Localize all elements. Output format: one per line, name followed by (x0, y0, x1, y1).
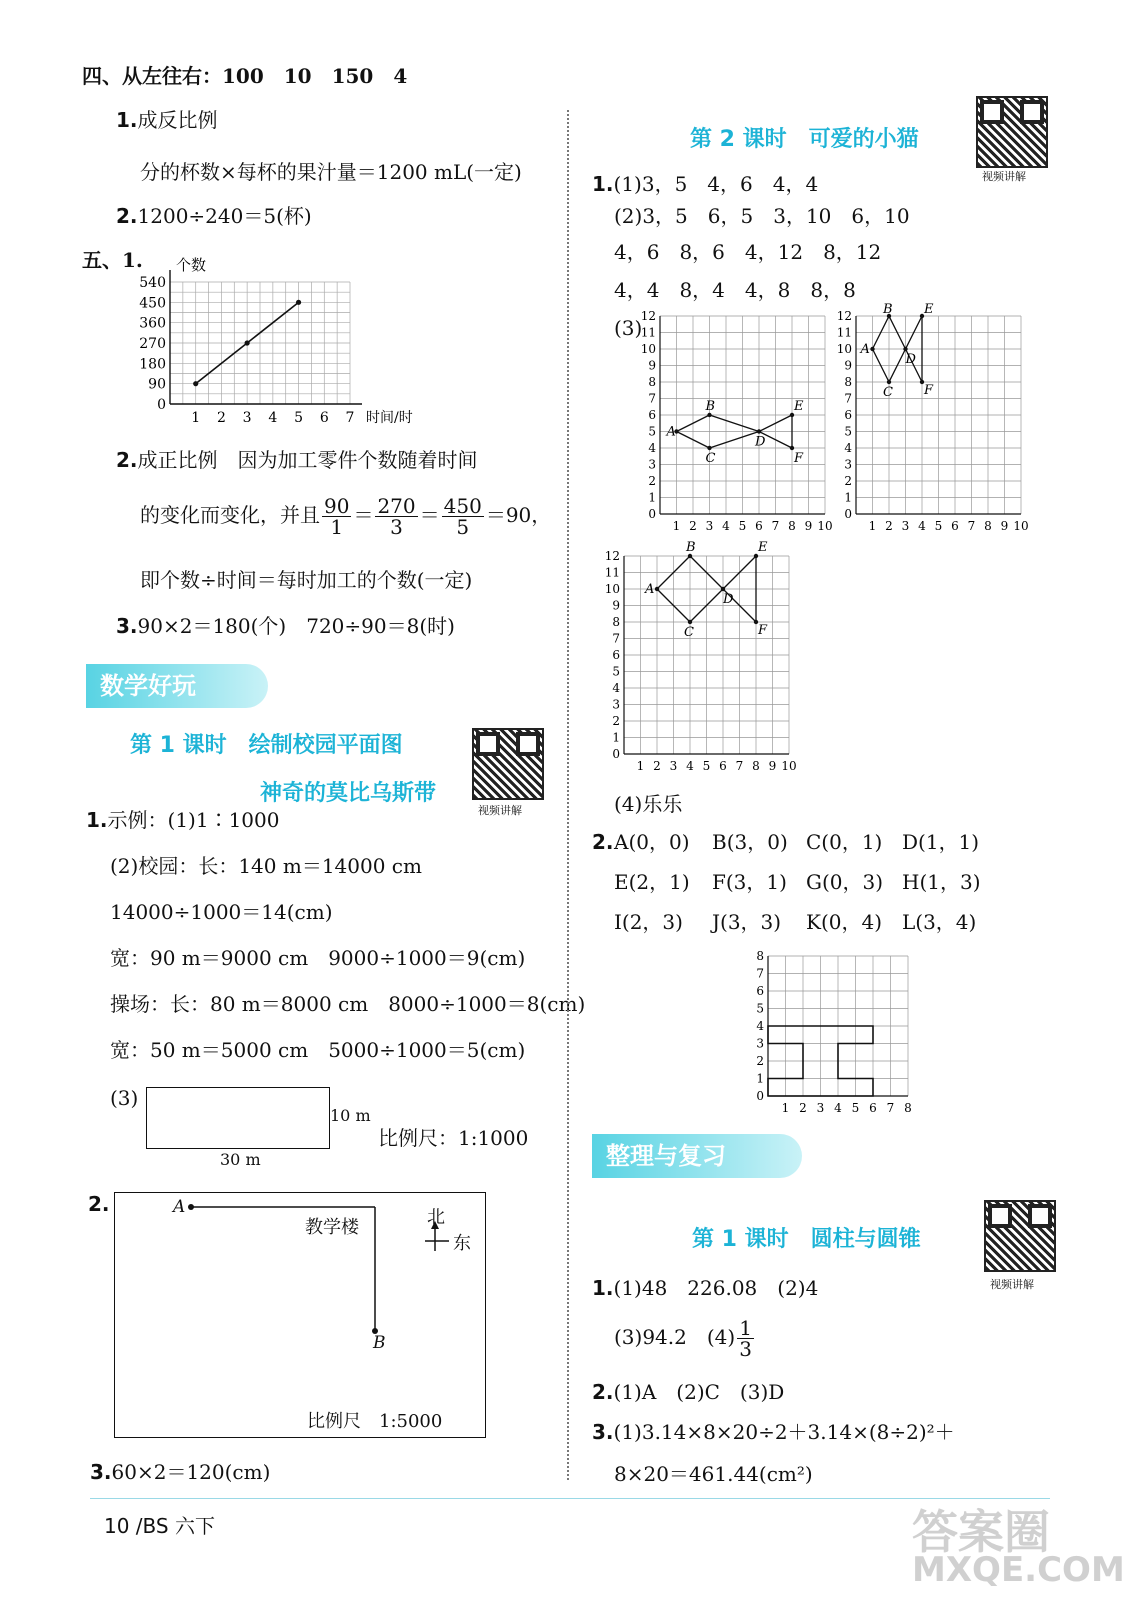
figure-segment (710, 415, 760, 432)
letter-grid (744, 944, 924, 1116)
coordinate-item: K(0，4) (806, 910, 882, 934)
y-tick-label: 7 (648, 391, 656, 406)
x-tick-label: 6 (755, 519, 763, 533)
point-label: B (686, 540, 696, 555)
y-tick-label: 4 (612, 681, 620, 695)
qr-label: 视频讲解 (990, 1278, 1034, 1291)
y-tick-label: 450 (139, 295, 166, 312)
scale-label-1: 比例尺：1:1000 (378, 1126, 529, 1150)
y-tick-label: 4 (648, 441, 656, 455)
x-tick-label: 3 (669, 759, 678, 773)
y-tick-label: 360 (139, 315, 166, 332)
m1-line3: 14000÷1000＝14(cm) (110, 900, 333, 924)
y-tick-label: 3 (648, 457, 656, 472)
s3-line2: 8×20＝461.44(cm²) (614, 1462, 813, 1486)
chart-grid (170, 270, 362, 404)
y-tick-label: 8 (648, 375, 656, 389)
y-tick-label: 2 (648, 474, 656, 488)
point-label: F (758, 623, 768, 638)
qr-label: 视频讲解 (478, 804, 522, 817)
y-tick-label: 10 (640, 342, 656, 356)
y-tick-label: 3 (844, 457, 852, 472)
coordinate-item: E(2，1) (614, 870, 690, 894)
y-tick-label: 7 (756, 966, 764, 981)
figure-point (870, 347, 874, 351)
y-tick-label: 2 (756, 1054, 764, 1068)
coordinate-item: B(3，0) (712, 830, 788, 854)
figure-point (903, 347, 907, 351)
rect-width-label: 30 m (220, 1150, 261, 1169)
r1-line2: (2)3，5 6，5 3，10 6，10 (614, 204, 910, 228)
m1-line5: 操场：长：80 m＝8000 cm 8000÷1000＝8(cm) (110, 992, 586, 1016)
point-label: B (883, 302, 893, 317)
y-tick-label: 1 (844, 490, 852, 505)
data-point (296, 300, 301, 305)
s5-heading: 五、1. (82, 248, 143, 272)
x-tick-label: 1 (636, 759, 645, 773)
watermark-url: MXQE.COM (912, 1550, 1125, 1590)
x-tick-label: 5 (702, 759, 711, 773)
point-label: E (794, 399, 804, 414)
y-tick-label: 9 (844, 358, 852, 373)
r1-line1: 1.(1)3，5 4，6 4，4 (592, 172, 819, 196)
y-tick-label: 3 (756, 1036, 764, 1051)
x-tick-label: 7 (771, 519, 780, 533)
r2-num: 2. (592, 830, 614, 854)
point-label: C (684, 625, 694, 640)
x-tick-label: 2 (689, 519, 697, 533)
x-tick-label: 5 (294, 410, 304, 426)
point-label: B (705, 399, 716, 414)
s5-q2: 2.成正比例 因为加工零件个数随着时间 (116, 448, 478, 472)
s1-line1: 1.(1)48 226.08 (2)4 (592, 1276, 819, 1300)
y-tick-label: 5 (844, 424, 852, 439)
y-tick-label: 0 (157, 397, 166, 413)
figure-point (887, 380, 891, 384)
y-tick-label: 1 (756, 1071, 764, 1086)
y-tick-label: 6 (844, 408, 852, 422)
coordinate-item: A(0，0) (614, 830, 690, 854)
x-tick-label: 4 (268, 410, 278, 426)
s1-line2: (3)94.2 (4) $\frac{1}{3}$ (614, 1316, 752, 1361)
m3-line: 3.60×2＝120(cm) (90, 1460, 271, 1484)
point-label: E (758, 540, 768, 555)
data-point (245, 340, 250, 345)
x-tick-label: 4 (918, 519, 926, 533)
campus-map (114, 1192, 486, 1438)
y-tick-label: 12 (836, 309, 852, 323)
y-tick-label: 180 (139, 356, 166, 373)
coordinate-item: H(1，3) (902, 870, 981, 894)
lesson1-subtitle: 神奇的莫比乌斯带 (260, 781, 437, 806)
x-tick-label: 6 (319, 410, 329, 426)
figure-segment (710, 432, 760, 449)
m1-line6: 宽：50 m＝5000 cm 5000÷1000＝5(cm) (110, 1038, 526, 1062)
rect-height-label: 10 m (330, 1106, 371, 1125)
map-point-a: A (173, 1197, 186, 1217)
y-tick-label: 8 (844, 375, 852, 389)
x-tick-label: 2 (216, 410, 226, 426)
s5-q2-ratio: 的变化而变化，并且 $\frac{90}{1}$ ＝ $\frac{270}{3}$ ＝ $\frac{450}{5}$ ＝90， (140, 494, 552, 539)
cat-grid-2 (832, 302, 1032, 538)
footer-rule (90, 1498, 1050, 1499)
m1-line7: (3) (110, 1086, 139, 1110)
map-north-label: 北 (427, 1207, 445, 1228)
y-tick-label: 0 (756, 1089, 764, 1103)
y-tick-label: 5 (756, 1001, 764, 1016)
y-tick-label: 5 (648, 424, 656, 439)
point-label: F (924, 383, 934, 398)
y-tick-label: 10 (836, 342, 852, 356)
banner-review: 整理与复习 (592, 1134, 802, 1178)
x-tick-label: 10 (817, 519, 833, 533)
r1-line3: 4，6 8，6 4，12 8，12 (614, 240, 882, 264)
x-tick-label: 8 (752, 759, 760, 773)
s5-q2-conclusion: 即个数÷时间＝每时加工的个数(一定) (140, 568, 473, 592)
m1-line1: 1.示例：(1)1∶1000 (86, 808, 280, 832)
coordinate-item: D(1，1) (902, 830, 980, 854)
chart-x-ticks (191, 410, 354, 426)
figure-point (655, 587, 659, 591)
figure-point (757, 429, 761, 433)
y-tick-label: 12 (640, 309, 656, 323)
x-tick-label: 1 (781, 1101, 790, 1115)
y-tick-label: 0 (612, 747, 620, 761)
banner-math-fun: 数学好玩 (86, 664, 268, 708)
y-tick-label: 2 (612, 714, 620, 728)
map-point-b: B (373, 1333, 386, 1353)
point-label: E (924, 302, 934, 317)
qr-label: 视频讲解 (982, 170, 1026, 183)
figure-point (721, 587, 725, 591)
x-tick-label: 3 (901, 519, 910, 533)
point-label: A (666, 424, 676, 440)
map-east-label: 东 (453, 1233, 471, 1254)
lesson1-title: 第 1 课时 绘制校园平面图 (130, 733, 403, 758)
page-number: 10 /BS 六下 (104, 1514, 215, 1538)
y-tick-label: 6 (756, 984, 764, 998)
m1-line4: 宽：90 m＝9000 cm 9000÷1000＝9(cm) (110, 946, 526, 970)
lesson3-title: 第 1 课时 圆柱与圆锥 (692, 1227, 921, 1252)
x-tick-label: 7 (886, 1101, 895, 1115)
coordinate-item: J(3，3) (712, 910, 782, 934)
coordinate-item: C(0，1) (806, 830, 883, 854)
point-label: A (645, 582, 655, 597)
watermark-logo: 答案圈 (912, 1505, 1050, 1559)
coordinate-item: I(2，3) (614, 910, 683, 934)
x-tick-label: 8 (788, 519, 796, 533)
y-tick-label: 0 (648, 507, 656, 521)
qr-code-icon[interactable] (976, 96, 1048, 168)
x-tick-label: 6 (951, 519, 959, 533)
x-tick-label: 3 (816, 1101, 825, 1115)
x-tick-label: 9 (1000, 519, 1009, 533)
x-tick-label: 7 (735, 759, 744, 773)
x-tick-label: 4 (722, 519, 730, 533)
x-tick-label: 2 (799, 1101, 807, 1115)
y-tick-label: 7 (612, 631, 620, 646)
x-tick-label: 8 (984, 519, 992, 533)
map-scale-label: 比例尺 1:5000 (307, 1411, 443, 1432)
workpiece-line-chart (130, 252, 440, 432)
y-tick-label: 5 (612, 664, 620, 679)
figure-point (707, 446, 711, 450)
r1-line4: 4，4 8，4 4，8 8，8 (614, 278, 856, 302)
r1-line6: (4)乐乐 (614, 792, 683, 816)
y-tick-label: 11 (604, 565, 620, 580)
y-tick-label: 4 (756, 1019, 764, 1033)
y-tick-label: 9 (648, 358, 656, 373)
coordinate-item: G(0，3) (806, 870, 884, 894)
y-tick-label: 6 (612, 648, 620, 662)
chart-x-label: 时间/时 (366, 410, 413, 426)
lesson2-title: 第 2 课时 可爱的小猫 (690, 127, 919, 152)
coordinate-item: L(3，4) (902, 910, 977, 934)
chart-y-label: 个数 (176, 256, 207, 274)
playground-rect (146, 1087, 330, 1149)
s4-q2: 2.1200÷240＝5(杯) (116, 204, 312, 228)
x-tick-label: 9 (804, 519, 813, 533)
x-tick-label: 10 (781, 759, 797, 773)
y-tick-label: 12 (604, 549, 620, 563)
x-tick-label: 9 (768, 759, 777, 773)
x-tick-label: 1 (672, 519, 681, 533)
r1-line5: (3) (614, 316, 643, 340)
y-tick-label: 8 (612, 615, 620, 629)
point-label: D (755, 434, 766, 450)
y-tick-label: 1 (648, 490, 656, 505)
s4-q1-reason: 分的杯数×每杯的果汁量＝1200 mL(一定) (140, 160, 522, 184)
qr-code-icon[interactable] (984, 1200, 1056, 1272)
map-building-label: 教学楼 (305, 1217, 359, 1238)
coordinate-item: F(3，1) (712, 870, 787, 894)
x-tick-label: 7 (967, 519, 976, 533)
y-tick-label: 2 (844, 474, 852, 488)
x-tick-label: 3 (705, 519, 714, 533)
x-tick-label: 2 (653, 759, 661, 773)
point-label: D (905, 352, 916, 367)
point-label: A (860, 342, 870, 357)
y-tick-label: 9 (612, 598, 620, 613)
x-tick-label: 8 (904, 1101, 912, 1115)
point-label: D (723, 592, 734, 607)
s3-line1: 3.(1)3.14×8×20÷2＋3.14×(8÷2)²＋ (592, 1420, 955, 1444)
y-tick-label: 0 (844, 507, 852, 521)
figure-point (688, 620, 692, 624)
y-tick-label: 540 (139, 275, 166, 291)
x-tick-label: 3 (242, 410, 252, 426)
x-tick-label: 4 (834, 1101, 842, 1115)
x-tick-label: 4 (686, 759, 694, 773)
y-tick-label: 1 (612, 730, 620, 745)
figure-point (790, 446, 794, 450)
x-tick-label: 2 (885, 519, 893, 533)
x-tick-label: 5 (934, 519, 943, 533)
point-label: C (705, 451, 716, 466)
y-tick-label: 6 (648, 408, 656, 422)
data-point (193, 381, 198, 386)
y-tick-label: 11 (836, 325, 852, 340)
x-tick-label: 1 (868, 519, 877, 533)
m1-line2: (2)校园：长：140 m＝14000 cm (110, 854, 422, 878)
s5-q3: 3.90×2＝180(个) 720÷90＝8(时) (116, 614, 455, 638)
point-label: C (883, 385, 893, 400)
y-tick-label: 8 (756, 949, 764, 963)
s4-heading: 四、从左往右：100 10 150 4 (82, 64, 408, 88)
y-tick-label: 270 (139, 336, 166, 352)
x-tick-label: 5 (851, 1101, 860, 1115)
x-tick-label: 1 (191, 410, 201, 426)
cat-grid-1 (636, 308, 836, 538)
s2-line: 2.(1)A (2)C (3)D (592, 1380, 785, 1404)
x-tick-label: 6 (869, 1101, 877, 1115)
x-tick-label: 5 (738, 519, 747, 533)
point-label: F (794, 451, 804, 466)
x-tick-label: 7 (345, 410, 355, 426)
s4-q1: 1.成反比例 (116, 108, 218, 132)
y-tick-label: 10 (604, 582, 620, 596)
column-divider (567, 110, 569, 1480)
x-tick-label: 10 (1013, 519, 1029, 533)
y-tick-label: 11 (640, 325, 656, 340)
x-tick-label: 6 (719, 759, 727, 773)
y-tick-label: 7 (844, 391, 852, 406)
y-tick-label: 3 (612, 697, 620, 712)
qr-code-icon[interactable] (472, 728, 544, 800)
y-tick-label: 4 (844, 441, 852, 455)
chart-y-ticks (139, 275, 166, 413)
cat-grid-3 (600, 540, 800, 778)
m2-num: 2. (88, 1192, 110, 1216)
y-tick-label: 90 (148, 376, 166, 393)
